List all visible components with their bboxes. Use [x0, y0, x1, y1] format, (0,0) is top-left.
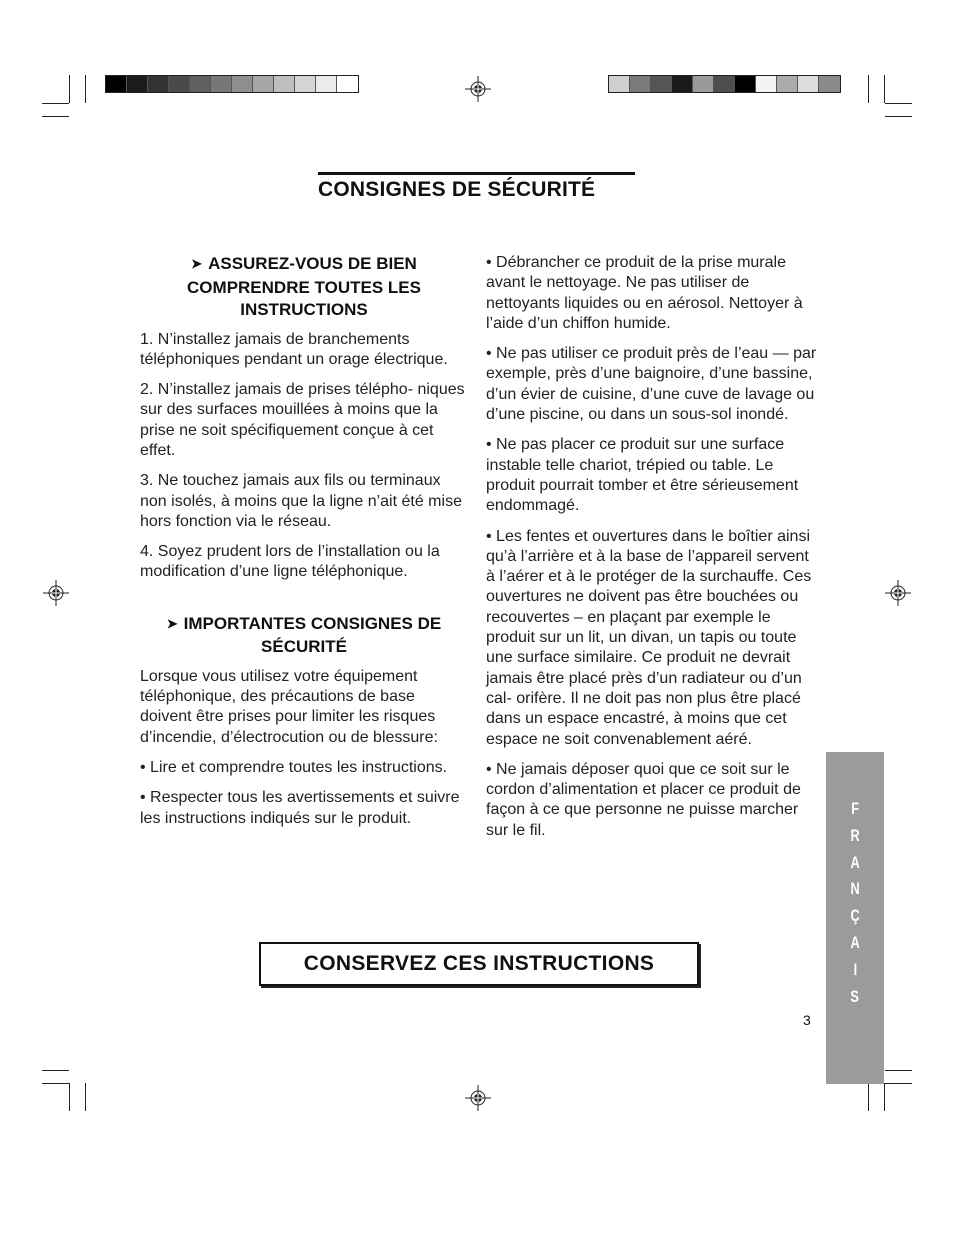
page-title: CONSIGNES DE SÉCURITÉ [318, 178, 596, 201]
safety-bullet: • Les fentes et ouvertures dans le boîtier ainsi qu’à l’arrière et à la base de l’appareil servent à l’aérer et à le protéger de la surchauffe. Ces ouvertures ne doivent pas être bouchées ou recouvertes – en plaçant par exemple le produit sur un lit, un divan, un tapis ou toute une surface similaire. Ce produit ne devrait jamais être placé près d’un radiateur ou d’un cal- orifère. Il ne doit pas non plus être placé dans un espace encastré, à moins que cet espace ne soit convenablement aéré. [486, 527, 812, 748]
language-letter: N [850, 879, 860, 899]
instruction-item: 4. Soyez prudent lors de l’installation ou la modification d’une ligne téléphonique. [140, 543, 440, 581]
safety-bullet: • Ne pas utiliser ce produit près de l’eau — par exemple, près d’une baignoire, d’une bassine, d’un évier de cuisine, d’une cuve de lavage ou d’une piscine, ou dans un sous-sol inondé. [486, 345, 817, 424]
crop-mark [868, 75, 869, 103]
crop-mark [884, 1083, 885, 1111]
crop-mark [69, 1083, 70, 1111]
registration-mark-icon [43, 580, 69, 606]
registration-mark-icon [465, 1085, 491, 1111]
instruction-item: 3. Ne touchez jamais aux fils ou terminaux non isolés, à moins que la ligne n’ait été mise hors fonction via le réseau. [140, 472, 462, 530]
crop-mark [69, 75, 70, 103]
gray-calibration-bar-left [105, 75, 359, 93]
language-letter: F [851, 799, 859, 818]
crop-mark [42, 103, 69, 104]
section-heading-text: ASSUREZ-VOUS DE BIEN COMPRENDRE TOUTES LES INSTRUCTIONS [187, 254, 421, 319]
language-letter: A [850, 852, 860, 872]
crop-mark [885, 116, 912, 117]
crop-mark [884, 75, 885, 103]
language-letter: I [853, 959, 857, 979]
crop-mark [885, 1070, 912, 1071]
section-heading-text: IMPORTANTES CONSIGNES DE SÉCURITÉ [183, 613, 442, 657]
arrowhead-right-icon: ➤ [191, 256, 203, 271]
right-column [486, 253, 818, 851]
crop-mark [42, 1070, 69, 1071]
crop-mark [85, 75, 86, 103]
registration-mark-icon [465, 76, 491, 102]
language-letter: Ç [850, 906, 860, 926]
gray-calibration-bar-right [608, 75, 841, 93]
language-tab [826, 752, 884, 1084]
save-instructions-box [259, 942, 699, 986]
page-number: 3 [803, 1012, 811, 1028]
safety-intro: Lorsque vous utilisez votre équipement téléphonique, des précautions de base doivent être prises pour limiter les risques d’incendie, d’électrocution ou de blessure: [140, 667, 438, 746]
safety-bullet: • Ne jamais déposer quoi que ce soit sur le cordon d’alimentation et placer ce produit de façon à ce que personne ne puisse marcher sur le fil. [486, 760, 801, 839]
safety-bullet: • Respecter tous les avertissements et suivre les instructions indiqués sur le produit. [140, 789, 460, 827]
crop-mark [85, 1083, 86, 1111]
language-letter: A [850, 932, 860, 952]
safety-bullet: • Ne pas placer ce produit sur une surface instable telle chariot, trépied ou table. Le produit pourrait tomber et être sérieusement endommagé. [486, 436, 799, 515]
language-tab-letters [826, 796, 884, 1010]
registration-mark-icon [885, 580, 911, 606]
crop-mark [885, 103, 912, 104]
title-rule [318, 172, 635, 175]
arrowhead-right-icon: ➤ [166, 615, 178, 631]
section-heading-safety [140, 613, 468, 659]
crop-mark [868, 1083, 869, 1111]
crop-mark [885, 1083, 912, 1084]
instruction-item: 2. N’installez jamais de prises télépho- niques sur des surfaces mouillées à moins que la prise ne soit spécifiquement conçue à cet effet. [140, 381, 465, 459]
section-heading-understand [140, 253, 468, 322]
instruction-item: 1. N’installez jamais de branchements téléphoniques pendant un orage électrique. [140, 330, 448, 368]
crop-mark [42, 1083, 69, 1084]
save-instructions-text: CONSERVEZ CES INSTRUCTIONS [303, 952, 655, 975]
safety-bullet: • Débrancher ce produit de la prise murale avant le nettoyage. Ne pas utiliser de nettoyants liquides ou en aérosol. Nettoyer à l’aide d’un chiffon humide. [486, 254, 803, 332]
left-column [140, 253, 468, 839]
language-letter: R [850, 825, 860, 845]
language-letter: S [850, 986, 860, 1006]
crop-mark [42, 116, 69, 117]
safety-bullet: • Lire et comprendre toutes les instructions. [140, 758, 448, 776]
